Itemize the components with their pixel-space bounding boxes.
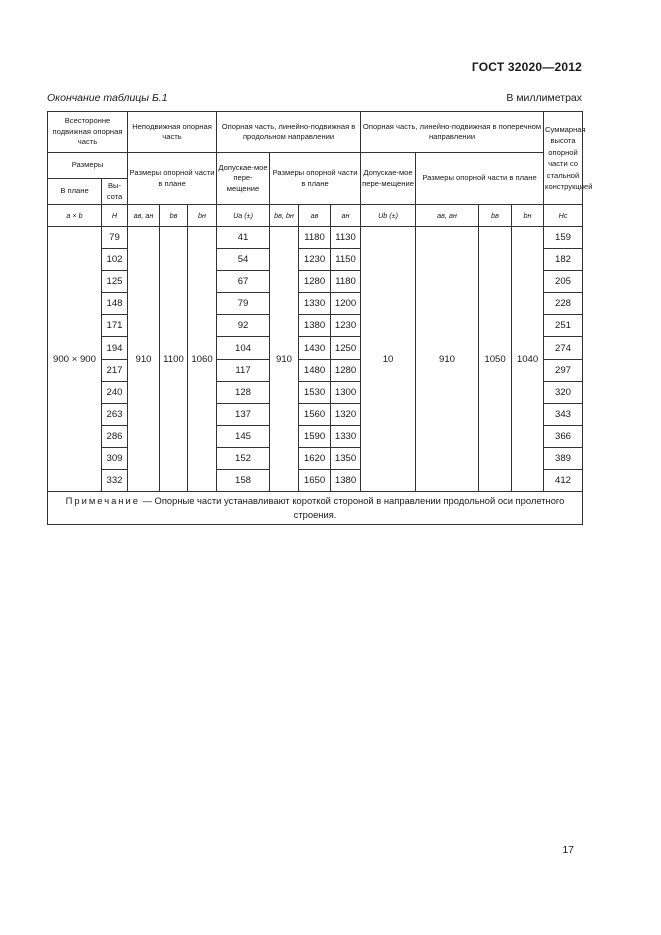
cell-H: 217 <box>102 359 128 381</box>
header-height: Вы-сота <box>102 179 128 205</box>
cell-Ua: 54 <box>217 249 270 271</box>
cell-fixed-bv: 1100 <box>160 227 188 492</box>
cell-an: 1150 <box>331 249 361 271</box>
cell-an: 1280 <box>331 359 361 381</box>
cell-H: 332 <box>102 470 128 492</box>
table-row <box>48 227 583 249</box>
cell-Ua: 79 <box>217 293 270 315</box>
header-fixed-plan: Размеры опорной части в плане <box>128 153 217 205</box>
cell-Hc: 297 <box>544 359 583 381</box>
sym-av: aв <box>299 205 331 227</box>
cell-Ua: 128 <box>217 381 270 403</box>
cell-H: 102 <box>102 249 128 271</box>
cell-H: 148 <box>102 293 128 315</box>
cell-Ua: 67 <box>217 271 270 293</box>
header-all-direction: Всесторонне подвижная опорная часть <box>48 112 128 153</box>
cell-Hc: 251 <box>544 315 583 337</box>
cell-av: 1180 <box>299 227 331 249</box>
header-fixed: Неподвижная опорная часть <box>128 112 217 153</box>
cell-an: 1200 <box>331 293 361 315</box>
cell-Hc: 389 <box>544 447 583 469</box>
cell-H: 79 <box>102 227 128 249</box>
cell-Ua: 41 <box>217 227 270 249</box>
sym-bn: bн <box>188 205 217 227</box>
cell-Hc: 320 <box>544 381 583 403</box>
cell-av: 1530 <box>299 381 331 403</box>
header-transverse: Опорная часть, линейно-подвижная в поперечном направлении <box>361 112 544 153</box>
sym-bv-bn: bв, bн <box>270 205 299 227</box>
header-total-height: Суммарная высота опорной части со стальной конструкцией <box>544 112 583 205</box>
cell-av: 1330 <box>299 293 331 315</box>
cell-H: 309 <box>102 447 128 469</box>
cell-H: 171 <box>102 315 128 337</box>
header-allowable-trans: Допускае-мое пере-мещение <box>361 153 416 205</box>
cell-H: 240 <box>102 381 128 403</box>
cell-axb: 900 × 900 <box>48 227 102 492</box>
cell-an: 1330 <box>331 425 361 447</box>
cell-an: 1380 <box>331 470 361 492</box>
header-trans-plan: Размеры опорной части в плане <box>416 153 544 205</box>
cell-fixed-bn: 1060 <box>188 227 217 492</box>
cell-av: 1480 <box>299 359 331 381</box>
page-number: 17 <box>562 844 574 856</box>
cell-an: 1250 <box>331 337 361 359</box>
cell-av: 1380 <box>299 315 331 337</box>
cell-H: 286 <box>102 425 128 447</box>
cell-Hc: 274 <box>544 337 583 359</box>
bearings-table <box>47 111 593 525</box>
cell-an: 1180 <box>331 271 361 293</box>
cell-Ua: 92 <box>217 315 270 337</box>
cell-Ua: 137 <box>217 403 270 425</box>
units-label: В миллиметрах <box>506 92 582 104</box>
cell-Ua: 152 <box>217 447 270 469</box>
cell-av: 1430 <box>299 337 331 359</box>
cell-an: 1300 <box>331 381 361 403</box>
cell-trans-bv: 1050 <box>479 227 512 492</box>
cell-H: 194 <box>102 337 128 359</box>
cell-H: 263 <box>102 403 128 425</box>
header-long-plan: Размеры опорной части в плане <box>270 153 361 205</box>
table-note <box>48 492 583 525</box>
cell-Hc: 412 <box>544 470 583 492</box>
table-caption: Окончание таблицы Б.1 <box>47 92 168 104</box>
sym-bn-2: bн <box>512 205 544 227</box>
cell-an: 1230 <box>331 315 361 337</box>
standard-code: ГОСТ 32020—2012 <box>471 60 582 74</box>
cell-Ua: 104 <box>217 337 270 359</box>
cell-Hc: 228 <box>544 293 583 315</box>
cell-av: 1230 <box>299 249 331 271</box>
sym-an: aн <box>331 205 361 227</box>
sym-axb: a × b <box>48 205 102 227</box>
cell-av: 1620 <box>299 447 331 469</box>
cell-Ua: 158 <box>217 470 270 492</box>
cell-Hc: 366 <box>544 425 583 447</box>
header-allowable-long: Допускае-мое пере-мещение <box>217 153 270 205</box>
cell-trans-bn: 1040 <box>512 227 544 492</box>
cell-Ua: 117 <box>217 359 270 381</box>
sym-Hc: Hc <box>544 205 583 227</box>
note-text: — Опорные части устанавливают короткой стороной в направлении продольной оси пролетного строения. <box>139 495 565 521</box>
note-label: Примечание <box>65 495 140 507</box>
cell-trans-Ub: 10 <box>361 227 416 492</box>
sym-bv: bв <box>160 205 188 227</box>
cell-an: 1320 <box>331 403 361 425</box>
cell-fixed-av-an: 910 <box>128 227 160 492</box>
sym-av-an-2: aв, aн <box>416 205 479 227</box>
cell-Hc: 343 <box>544 403 583 425</box>
cell-an: 1130 <box>331 227 361 249</box>
sym-av-an: aв, aн <box>128 205 160 227</box>
sym-Ua: Ua (±) <box>217 205 270 227</box>
cell-av: 1280 <box>299 271 331 293</box>
cell-long-bv-bn: 910 <box>270 227 299 492</box>
header-in-plan: В плане <box>48 179 102 205</box>
sym-bv-2: bв <box>479 205 512 227</box>
cell-av: 1590 <box>299 425 331 447</box>
cell-av: 1650 <box>299 470 331 492</box>
cell-trans-av-an: 910 <box>416 227 479 492</box>
cell-Hc: 182 <box>544 249 583 271</box>
header-longitudinal: Опорная часть, линейно-подвижная в продольном направлении <box>217 112 361 153</box>
cell-av: 1560 <box>299 403 331 425</box>
sym-Ub: Ub (±) <box>361 205 416 227</box>
cell-Hc: 159 <box>544 227 583 249</box>
cell-Hc: 205 <box>544 271 583 293</box>
sym-H: H <box>102 205 128 227</box>
cell-Ua: 145 <box>217 425 270 447</box>
cell-H: 125 <box>102 271 128 293</box>
cell-an: 1350 <box>331 447 361 469</box>
header-dimensions: Размеры <box>48 153 128 179</box>
